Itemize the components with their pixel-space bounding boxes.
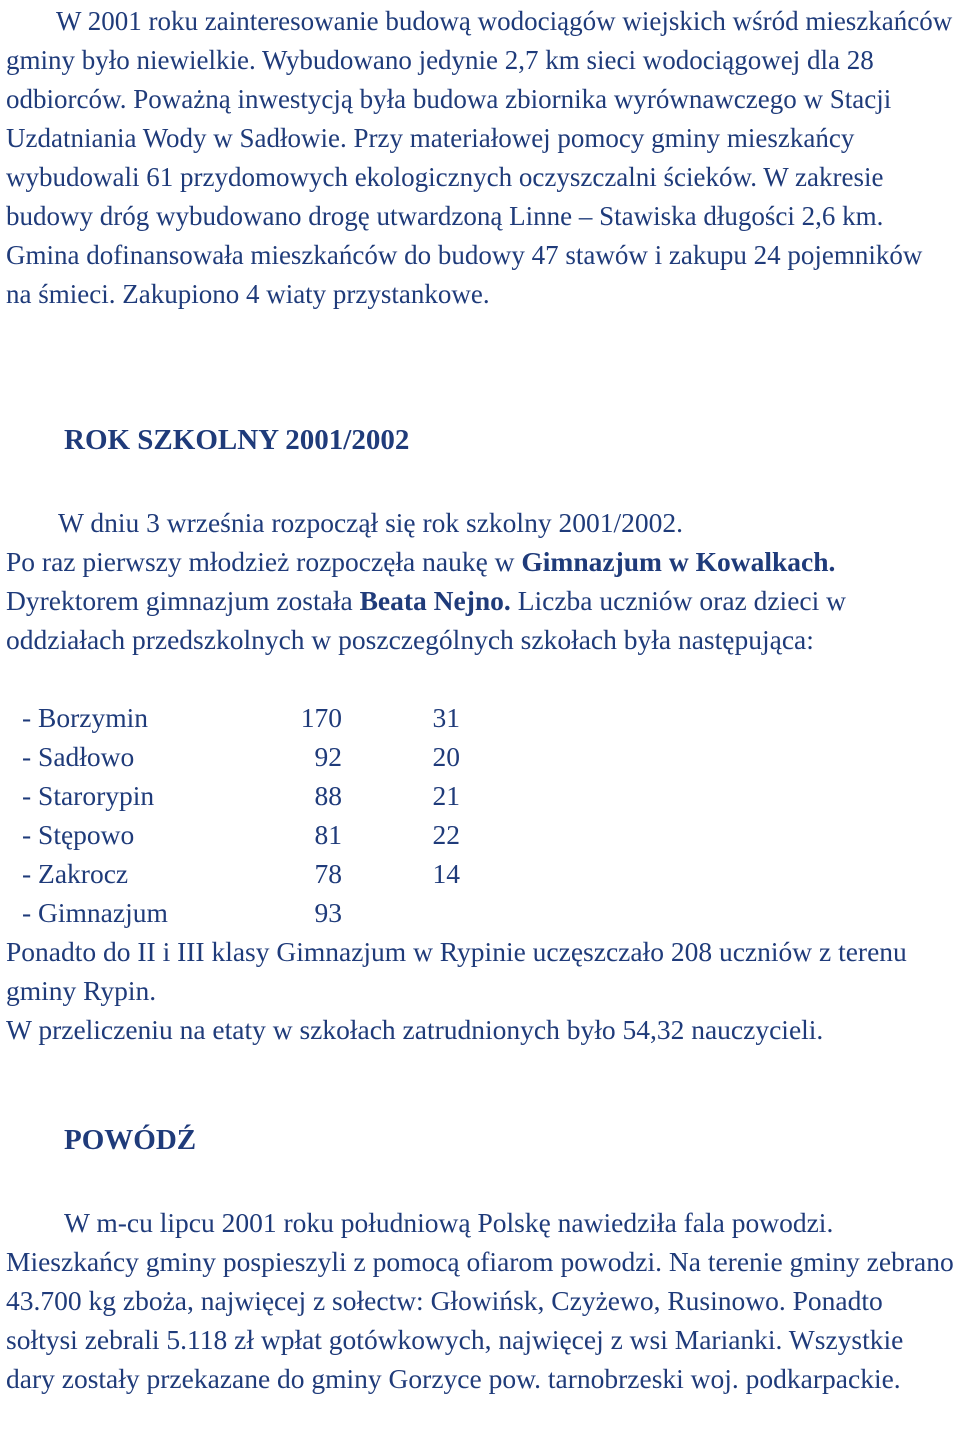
paragraph-flood: W m-cu lipcu 2001 roku południową Polskę nawiedziła fala powodzi. Mieszkańcy gminy pospieszyli z pomocą ofiarom powodzi. Na terenie gminy zebrano 43.700 kg zboża, najwięcej z sołectw: Głowińsk, Czyżewo, Rusinowo. Ponadto sołtysi zebrali 5.118 zł wpłat gotówkowych, najwięcej z wsi Marianki. Wszystkie dary zostały przekazane do gminy Gorzyce pow. tarnobrzeski woj. podkarpackie. bbox=[6, 1207, 954, 1394]
school-students: 93 bbox=[314, 897, 342, 928]
list-item bbox=[22, 893, 542, 932]
heading-flood: POWÓDŹ bbox=[64, 1124, 197, 1156]
school-list bbox=[22, 698, 542, 932]
school-students: 92 bbox=[314, 741, 342, 772]
paragraph-infrastructure: W 2001 roku zainteresowanie budową wodociągów wiejskich wśród mieszkańców gminy było niewielkie. Wybudowano jedynie 2,7 km sieci wodociągowej dla 28 odbiorców. Poważną inwestycją była budowa zbiornika wyrównawczego w Stacji Uzdatniania Wody w Sadłowie. Przy materiałowej pomocy gminy mieszkańcy wybudowali 61 przydomowych ekologicznych oczyszczalni ścieków. W zakresie budowy dróg wybudowano drogę utwardzoną Linne – Stawiska długości 2,6 km. Gmina dofinansowała mieszkańców do budowy 47 stawów i zakupu 24 pojemników na śmieci. Zakupiono 4 wiaty przystankowe. bbox=[6, 6, 953, 309]
paragraph-gimnazjum-rypin: Ponadto do II i III klasy Gimnazjum w Rypinie uczęszczało 208 uczniów z terenu gminy Rypin. bbox=[6, 936, 907, 1006]
school-name: - Gimnazjum bbox=[22, 897, 168, 928]
list-item bbox=[22, 776, 542, 815]
school-preschool: 31 bbox=[432, 702, 460, 733]
school-name: - Borzymin bbox=[22, 702, 149, 733]
paragraph-teachers: W przeliczeniu na etaty w szkołach zatrudnionych było 54,32 nauczycieli. bbox=[6, 1014, 824, 1045]
school-name: - Zakrocz bbox=[22, 858, 129, 889]
school-text-part2: Po raz pierwszy młodzież rozpoczęła naukę w bbox=[6, 546, 522, 577]
heading-school-year: ROK SZKOLNY 2001/2002 bbox=[64, 424, 410, 456]
list-item bbox=[22, 854, 542, 893]
school-preschool: 20 bbox=[432, 741, 460, 772]
school-text-part3: Dyrektorem gimnazjum została bbox=[6, 585, 360, 616]
list-item bbox=[22, 698, 542, 737]
school-text-part4: Liczba uczniów oraz dzieci w oddziałach przedszkolnych w poszczególnych szkołach była następująca: bbox=[6, 585, 846, 655]
school-students: 78 bbox=[314, 858, 342, 889]
director-name: Beata Nejno. bbox=[359, 585, 511, 616]
school-preschool: 14 bbox=[432, 858, 460, 889]
school-name: - Starorypin bbox=[22, 780, 155, 811]
list-item bbox=[22, 737, 542, 776]
school-preschool: 21 bbox=[432, 780, 460, 811]
school-preschool: 22 bbox=[432, 819, 460, 850]
school-students: 88 bbox=[314, 780, 342, 811]
school-name: - Stępowo bbox=[22, 819, 135, 850]
school-students: 170 bbox=[300, 702, 342, 733]
paragraph-school bbox=[6, 503, 954, 659]
school-year-start: W dniu 3 września rozpoczął się rok szkolny 2001/2002. bbox=[58, 507, 683, 538]
gimnazjum-name: Gimnazjum w Kowalkach. bbox=[521, 546, 836, 577]
school-students: 81 bbox=[314, 819, 342, 850]
list-item bbox=[22, 815, 542, 854]
school-name: - Sadłowo bbox=[22, 741, 135, 772]
